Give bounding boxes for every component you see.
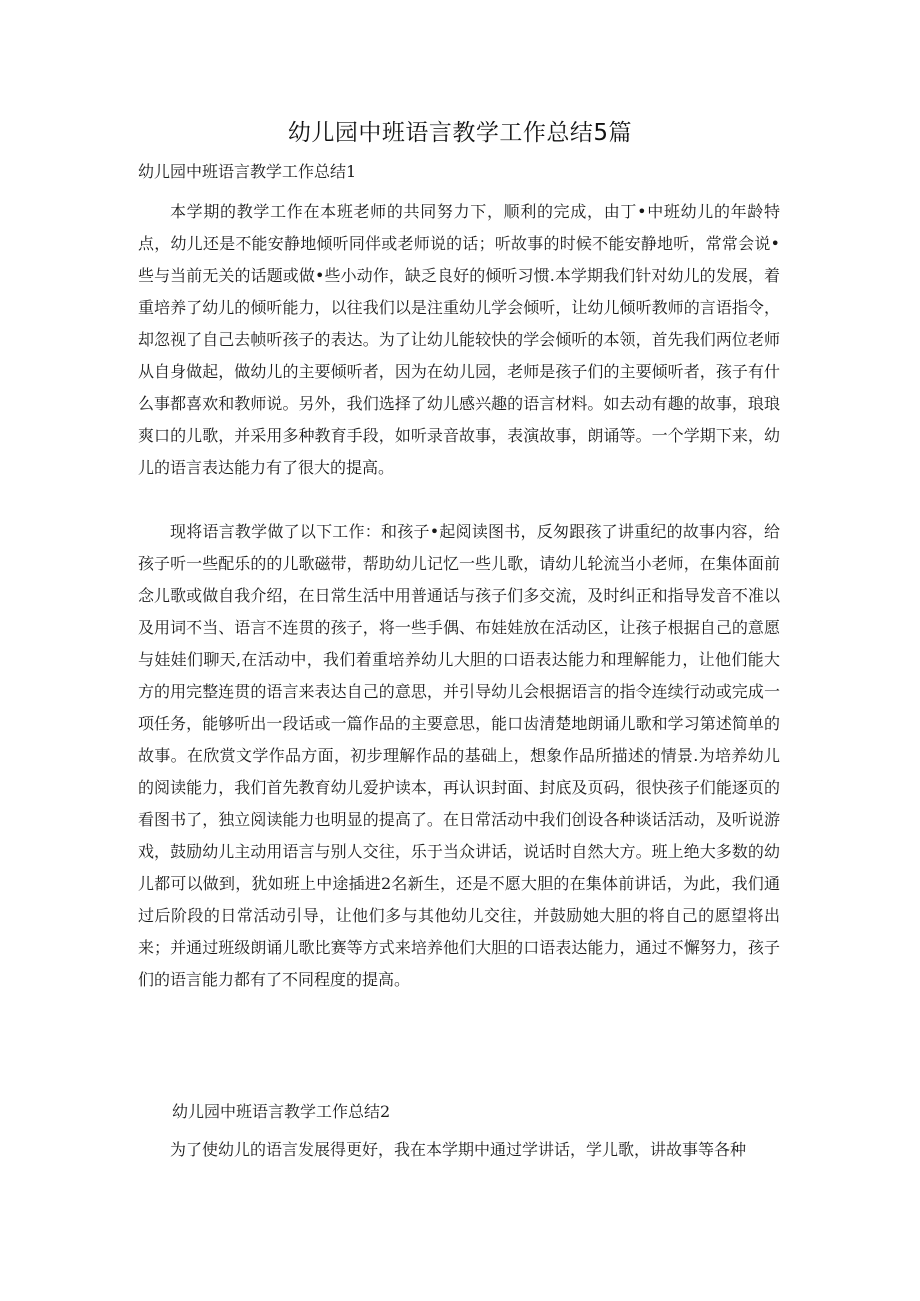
section-1-paragraph-2: 现将语言教学做了以下工作：和孩子•起阅读图书，反匆跟孩了讲重纪的故事内容，给孩子听一些配乐的的儿歌磁带，帮助幼儿记忆一些儿歌，请幼儿轮流当小老师，在集体面前念儿歌或做自我介绍，在日常生活中用普通话与孩子们多交流，及时纠正和指导发音不准以及用词不当、语言不连贯的孩子，将一些手偶、布娃娃放在活动区，让孩子根据自己的意愿与娃娃们聊天,在活动中，我们着重培养幼儿大胆的口语表达能力和理解能力，让他们能大方的用完整连贯的语言来表达自己的意思，并引导幼儿会根据语言的指令连续行动或完成一项任务，能够听出一段话或一篇作品的主要意思，能口齿清楚地朗诵儿歌和学习第述简单的故事。在欣赏文学作品方面，初步理解作品的基础上，想象作品所描述的情景.为培养幼儿的阅读能力，我们首先教育幼儿爱护读本，再认识封面、封底及页码，很快孩子们能逐页的看图书了，独立阅读能力也明显的提高了。在日常活动中我们创设各种谈话活动，及听说游戏，鼓励幼儿主动用语言与别人交往，乐于当众讲话，说话时自然大方。班上绝大多数的幼儿都可以做到，犹如班上中途插进2名新生，还是不愿大胆的在集体前讲话，为此，我们通过后阶段的日常活动引导，让他们多与其他幼儿交往，并鼓励她大胆的将自己的愿望将出来；并通过班级朗诵儿歌比赛等方式来培养他们大胆的口语表达能力，通过不懈努力，孩子们的语言能力都有了不同程度的提高。 <box>138 522 780 989</box>
section-2-heading: 幼儿园中班语言教学工作总结2 <box>172 1102 391 1121</box>
section-2-paragraph-1: 为了使幼儿的语言发展得更好，我在本学期中通过学讲话，学儿歌，讲故事等各种 <box>170 1140 747 1159</box>
section-1-heading: 幼儿园中班语言教学工作总结1 <box>138 162 357 181</box>
section-1-paragraph-1: 本学期的教学工作在本班老师的共同努力下，顺利的完成，由丁•中班幼儿的年龄特点，幼儿还是不能安静地倾听同伴或老师说的话；听故事的时候不能安静地听，常常会说•些与当前无关的话题或做•些小动作，缺乏良好的倾听习惯.本学期我们针对幼儿的发展，着重培养了幼儿的倾听能力，以往我们以是注重幼儿学会倾听，让幼儿倾听教师的言语指令，却忽视了自己去帧听孩子的表达。为了让幼儿能较快的学会倾听的本领，首先我们两位老师从自身做起，做幼儿的主要倾听者，因为在幼儿园，老师是孩子们的主要倾听者，孩子有什么事都喜欢和教师说。另外，我们选择了幼儿感兴趣的语言材料。如去动有趣的故事，琅琅爽口的儿歌，并采用多种教育手段，如听录音故事，表演故事，朗诵等。一个学期下来，幼儿的语言表达能力有了很大的提高。 <box>138 202 780 477</box>
section-2-body <box>138 1134 780 1166</box>
section-1-body-continued <box>138 516 780 996</box>
document-title: 幼儿园中班语言教学工作总结5篇 <box>287 120 633 146</box>
section-1-body <box>138 196 780 484</box>
